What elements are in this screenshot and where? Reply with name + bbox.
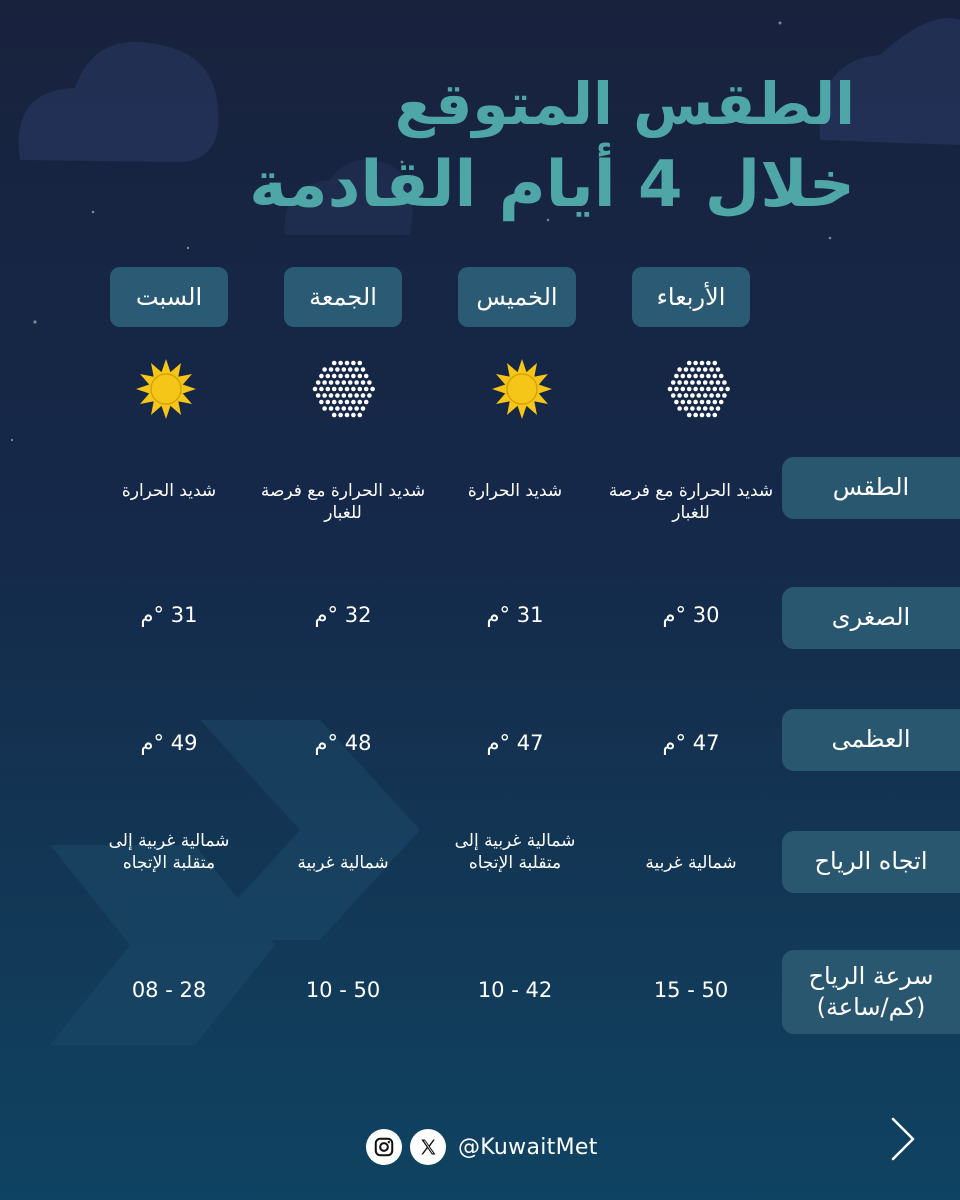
cell-wind-speed-saturday: 08 - 28: [131, 978, 207, 1002]
page-title: الطقس المتوقع: [394, 70, 855, 138]
dust-icon: [312, 357, 376, 421]
cell-wind-direction-thursday: شمالية غربية إلى متقلبة الإتجاه: [454, 831, 576, 874]
cell-wind-direction-friday: شمالية غربية: [297, 853, 389, 873]
cell-wind-speed-wednesday: 15 - 50: [653, 978, 729, 1002]
cell-min-saturday: 31 °م: [140, 603, 198, 627]
row-label-wind-speed: سرعة الرياح (كم/ساعة): [782, 950, 960, 1034]
sun-icon: [134, 357, 198, 421]
cell-max-saturday: 49 °م: [140, 731, 198, 755]
cell-max-wednesday: 47 °م: [662, 731, 720, 755]
cell-min-wednesday: 30 °م: [662, 603, 720, 627]
next-arrow-icon[interactable]: [885, 1115, 921, 1163]
cell-weather-saturday: شديد الحرارة: [121, 481, 217, 501]
row-label-min: الصغرى: [782, 587, 960, 649]
x-logo-icon[interactable]: [410, 1129, 446, 1165]
cell-min-friday: 32 °م: [314, 603, 372, 627]
cell-weather-friday: شديد الحرارة مع فرصة للغبار: [260, 481, 426, 524]
dust-icon: [667, 357, 731, 421]
row-label-max: العظمى: [782, 709, 960, 771]
row-label-wind-direction: اتجاه الرياح: [782, 831, 960, 893]
cell-min-thursday: 31 °م: [486, 603, 544, 627]
social-footer: [366, 1128, 598, 1166]
sun-icon: [490, 357, 554, 421]
instagram-icon[interactable]: [366, 1129, 402, 1165]
social-handle[interactable]: @KuwaitMet: [458, 1134, 598, 1160]
day-header-saturday: السبت: [110, 267, 228, 327]
cell-wind-direction-wednesday: شمالية غربية: [645, 853, 737, 873]
page-subtitle: خلال 4 أيام القادمة: [249, 148, 855, 222]
cell-wind-speed-friday: 10 - 50: [305, 978, 381, 1002]
cell-weather-wednesday: شديد الحرارة مع فرصة للغبار: [608, 481, 774, 524]
day-header-friday: الجمعة: [284, 267, 402, 327]
day-header-wednesday: الأربعاء: [632, 267, 750, 327]
cell-wind-direction-saturday: شمالية غربية إلى متقلبة الإتجاه: [108, 831, 230, 874]
cell-wind-speed-thursday: 10 - 42: [477, 978, 553, 1002]
cell-weather-thursday: شديد الحرارة: [467, 481, 563, 501]
row-label-weather: الطقس: [782, 457, 960, 519]
day-header-thursday: الخميس: [458, 267, 576, 327]
cell-max-thursday: 47 °م: [486, 731, 544, 755]
cell-max-friday: 48 °م: [314, 731, 372, 755]
